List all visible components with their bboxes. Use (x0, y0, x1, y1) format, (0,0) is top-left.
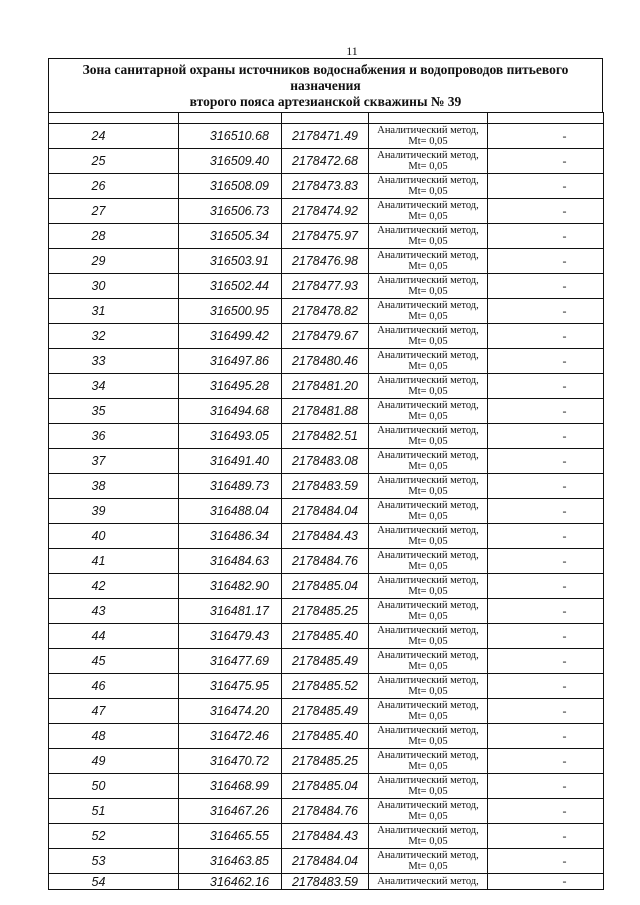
x-coordinate-cell: 316508.09 (179, 174, 282, 199)
y-coordinate-cell: 2178484.76 (282, 549, 369, 574)
note-cell: - (488, 274, 604, 299)
point-number-cell: 24 (49, 124, 179, 149)
method-accuracy: Mt= 0,05 (408, 561, 448, 572)
method-name: Аналитический метод, (377, 350, 479, 361)
method-accuracy: Mt= 0,05 (408, 661, 448, 672)
x-coordinate-cell: 316463.85 (179, 849, 282, 874)
table-row (49, 699, 604, 724)
x-coordinate-cell: 316479.43 (179, 624, 282, 649)
x-coordinate-cell: 316503.91 (179, 249, 282, 274)
method-name: Аналитический метод, (377, 325, 479, 336)
y-coordinate-cell: 2178471.49 (282, 124, 369, 149)
method-accuracy: Mt= 0,05 (408, 786, 448, 797)
x-coordinate-cell: 316510.68 (179, 124, 282, 149)
method-accuracy: Mt= 0,05 (408, 461, 448, 472)
note-cell: - (488, 249, 604, 274)
x-coordinate-cell: 316493.05 (179, 424, 282, 449)
note-cell: - (488, 199, 604, 224)
point-number-cell: 44 (49, 624, 179, 649)
method-accuracy: Mt= 0,05 (408, 236, 448, 247)
note-cell: - (488, 499, 604, 524)
method-cell (369, 799, 488, 824)
method-accuracy: Mt= 0,05 (408, 261, 448, 272)
y-coordinate-cell: 2178484.04 (282, 499, 369, 524)
note-cell: - (488, 649, 604, 674)
table-row (49, 249, 604, 274)
method-accuracy: Mt= 0,05 (408, 136, 448, 147)
point-number-cell: 47 (49, 699, 179, 724)
x-coordinate-cell: 316509.40 (179, 149, 282, 174)
method-cell (369, 874, 488, 890)
y-coordinate-cell: 2178473.83 (282, 174, 369, 199)
method-cell (369, 499, 488, 524)
x-coordinate-cell: 316486.34 (179, 524, 282, 549)
table-row (49, 799, 604, 824)
method-name: Аналитический метод, (377, 625, 479, 636)
spacer-cell (49, 113, 179, 124)
method-cell (369, 549, 488, 574)
point-number-cell: 28 (49, 224, 179, 249)
table-row (49, 374, 604, 399)
note-cell: - (488, 324, 604, 349)
table-row (49, 274, 604, 299)
point-number-cell: 40 (49, 524, 179, 549)
point-number-cell: 54 (49, 874, 179, 890)
x-coordinate-cell: 316500.95 (179, 299, 282, 324)
method-name: Аналитический метод, (377, 275, 479, 286)
note-cell: - (488, 124, 604, 149)
point-number-cell: 37 (49, 449, 179, 474)
method-accuracy: Mt= 0,05 (408, 736, 448, 747)
note-cell: - (488, 449, 604, 474)
point-number-cell: 43 (49, 599, 179, 624)
point-number-cell: 52 (49, 824, 179, 849)
y-coordinate-cell: 2178485.04 (282, 774, 369, 799)
y-coordinate-cell: 2178484.04 (282, 849, 369, 874)
table-title (48, 58, 603, 112)
table-row (49, 824, 604, 849)
method-accuracy: Mt= 0,05 (408, 636, 448, 647)
method-accuracy: Mt= 0,05 (408, 436, 448, 447)
note-cell: - (488, 749, 604, 774)
table-row (49, 624, 604, 649)
x-coordinate-cell: 316506.73 (179, 199, 282, 224)
note-cell: - (488, 549, 604, 574)
x-coordinate-cell: 316472.46 (179, 724, 282, 749)
note-cell: - (488, 774, 604, 799)
method-cell (369, 849, 488, 874)
point-number-cell: 25 (49, 149, 179, 174)
table-spacer-row (49, 113, 604, 124)
method-accuracy: Mt= 0,05 (408, 386, 448, 397)
method-accuracy: Mt= 0,05 (408, 861, 448, 872)
method-name: Аналитический метод, (377, 400, 479, 411)
point-number-cell: 42 (49, 574, 179, 599)
method-name: Аналитический метод, (377, 550, 479, 561)
method-accuracy: Mt= 0,05 (408, 161, 448, 172)
method-name: Аналитический метод, (377, 125, 479, 136)
table-row (49, 224, 604, 249)
coordinates-table (48, 112, 604, 890)
y-coordinate-cell: 2178483.08 (282, 449, 369, 474)
method-name: Аналитический метод, (377, 525, 479, 536)
point-number-cell: 32 (49, 324, 179, 349)
method-accuracy: Mt= 0,05 (408, 286, 448, 297)
x-coordinate-cell: 316505.34 (179, 224, 282, 249)
method-accuracy: Mt= 0,05 (408, 336, 448, 347)
point-number-cell: 49 (49, 749, 179, 774)
method-name: Аналитический метод, (377, 725, 479, 736)
y-coordinate-cell: 2178475.97 (282, 224, 369, 249)
method-name: Аналитический метод, (377, 425, 479, 436)
method-accuracy: Mt= 0,05 (408, 411, 448, 422)
point-number-cell: 36 (49, 424, 179, 449)
spacer-cell (179, 113, 282, 124)
method-accuracy: Mt= 0,05 (408, 611, 448, 622)
method-cell (369, 599, 488, 624)
point-number-cell: 38 (49, 474, 179, 499)
method-cell (369, 424, 488, 449)
point-number-cell: 45 (49, 649, 179, 674)
method-cell (369, 174, 488, 199)
method-cell (369, 449, 488, 474)
method-cell (369, 274, 488, 299)
x-coordinate-cell: 316465.55 (179, 824, 282, 849)
note-cell: - (488, 874, 604, 890)
method-name: Аналитический метод, (377, 800, 479, 811)
method-name: Аналитический метод, (377, 225, 479, 236)
spacer-cell (369, 113, 488, 124)
table-row (49, 649, 604, 674)
table-row (49, 549, 604, 574)
method-name: Аналитический метод, (377, 750, 479, 761)
coordinates-table-body (49, 113, 604, 890)
note-cell: - (488, 174, 604, 199)
method-cell (369, 524, 488, 549)
point-number-cell: 51 (49, 799, 179, 824)
method-cell (369, 624, 488, 649)
method-name: Аналитический метод, (377, 250, 479, 261)
y-coordinate-cell: 2178472.68 (282, 149, 369, 174)
method-cell (369, 574, 488, 599)
method-accuracy: Mt= 0,05 (408, 211, 448, 222)
x-coordinate-cell: 316477.69 (179, 649, 282, 674)
x-coordinate-cell: 316497.86 (179, 349, 282, 374)
y-coordinate-cell: 2178480.46 (282, 349, 369, 374)
method-cell (369, 124, 488, 149)
method-name: Аналитический метод, (377, 825, 479, 836)
point-number-cell: 50 (49, 774, 179, 799)
note-cell: - (488, 349, 604, 374)
x-coordinate-cell: 316499.42 (179, 324, 282, 349)
note-cell: - (488, 524, 604, 549)
y-coordinate-cell: 2178481.20 (282, 374, 369, 399)
method-name: Аналитический метод, (377, 300, 479, 311)
x-coordinate-cell: 316484.63 (179, 549, 282, 574)
table-row (49, 174, 604, 199)
table-row (49, 124, 604, 149)
y-coordinate-cell: 2178485.52 (282, 674, 369, 699)
x-coordinate-cell: 316502.44 (179, 274, 282, 299)
note-cell: - (488, 374, 604, 399)
x-coordinate-cell: 316475.95 (179, 674, 282, 699)
note-cell: - (488, 624, 604, 649)
point-number-cell: 27 (49, 199, 179, 224)
point-number-cell: 46 (49, 674, 179, 699)
y-coordinate-cell: 2178481.88 (282, 399, 369, 424)
title-line-2: второго пояса артезианской скважины № 39 (189, 94, 462, 109)
y-coordinate-cell: 2178484.76 (282, 799, 369, 824)
page-number: 11 (346, 44, 358, 58)
method-name: Аналитический метод, (377, 700, 479, 711)
table-row (49, 524, 604, 549)
method-accuracy: Mt= 0,05 (408, 761, 448, 772)
method-cell (369, 199, 488, 224)
method-accuracy: Mt= 0,05 (408, 836, 448, 847)
method-name: Аналитический метод, (377, 775, 479, 786)
x-coordinate-cell: 316481.17 (179, 599, 282, 624)
method-accuracy: Mt= 0,05 (408, 686, 448, 697)
x-coordinate-cell: 316467.26 (179, 799, 282, 824)
y-coordinate-cell: 2178483.59 (282, 874, 369, 890)
y-coordinate-cell: 2178483.59 (282, 474, 369, 499)
table-row (49, 474, 604, 499)
table-row (49, 199, 604, 224)
method-cell (369, 824, 488, 849)
table-row (49, 574, 604, 599)
point-number-cell: 31 (49, 299, 179, 324)
note-cell: - (488, 399, 604, 424)
note-cell: - (488, 299, 604, 324)
method-name: Аналитический метод, (377, 675, 479, 686)
table-row (49, 749, 604, 774)
y-coordinate-cell: 2178478.82 (282, 299, 369, 324)
y-coordinate-cell: 2178485.49 (282, 699, 369, 724)
x-coordinate-cell: 316495.28 (179, 374, 282, 399)
point-number-cell: 39 (49, 499, 179, 524)
method-cell (369, 724, 488, 749)
method-name: Аналитический метод, (377, 575, 479, 586)
x-coordinate-cell: 316470.72 (179, 749, 282, 774)
y-coordinate-cell: 2178482.51 (282, 424, 369, 449)
table-row (49, 499, 604, 524)
note-cell: - (488, 849, 604, 874)
x-coordinate-cell: 316488.04 (179, 499, 282, 524)
table-row (49, 349, 604, 374)
method-name: Аналитический метод, (377, 175, 479, 186)
note-cell: - (488, 799, 604, 824)
note-cell: - (488, 474, 604, 499)
table-row (49, 149, 604, 174)
x-coordinate-cell: 316494.68 (179, 399, 282, 424)
y-coordinate-cell: 2178484.43 (282, 524, 369, 549)
y-coordinate-cell: 2178479.67 (282, 324, 369, 349)
table-row (49, 299, 604, 324)
note-cell: - (488, 424, 604, 449)
method-cell (369, 474, 488, 499)
table-row (49, 599, 604, 624)
method-accuracy: Mt= 0,05 (408, 811, 448, 822)
method-name: Аналитический метод, (377, 850, 479, 861)
method-cell (369, 674, 488, 699)
method-accuracy: Mt= 0,05 (408, 711, 448, 722)
note-cell: - (488, 724, 604, 749)
table-row (49, 449, 604, 474)
table-row (49, 324, 604, 349)
method-cell (369, 749, 488, 774)
method-accuracy: Mt= 0,05 (408, 586, 448, 597)
x-coordinate-cell: 316474.20 (179, 699, 282, 724)
method-name: Аналитический метод, (377, 375, 479, 386)
method-name: Аналитический метод, (377, 150, 479, 161)
table-row (49, 424, 604, 449)
spacer-cell (282, 113, 369, 124)
document-sheet (48, 58, 603, 890)
note-cell: - (488, 824, 604, 849)
table-row (49, 874, 604, 890)
x-coordinate-cell: 316462.16 (179, 874, 282, 890)
point-number-cell: 29 (49, 249, 179, 274)
note-cell: - (488, 674, 604, 699)
x-coordinate-cell: 316489.73 (179, 474, 282, 499)
y-coordinate-cell: 2178485.04 (282, 574, 369, 599)
method-cell (369, 249, 488, 274)
x-coordinate-cell: 316491.40 (179, 449, 282, 474)
title-line-1: Зона санитарной охраны источников водоснабжения и водопроводов питьевого назначения (82, 62, 569, 93)
table-row (49, 774, 604, 799)
method-cell (369, 374, 488, 399)
y-coordinate-cell: 2178485.40 (282, 724, 369, 749)
method-cell (369, 224, 488, 249)
point-number-cell: 33 (49, 349, 179, 374)
y-coordinate-cell: 2178485.40 (282, 624, 369, 649)
method-cell (369, 299, 488, 324)
table-row (49, 674, 604, 699)
method-name: Аналитический метод, (377, 876, 479, 887)
spacer-cell (488, 113, 604, 124)
method-cell (369, 349, 488, 374)
method-accuracy: Mt= 0,05 (408, 361, 448, 372)
note-cell: - (488, 574, 604, 599)
y-coordinate-cell: 2178485.49 (282, 649, 369, 674)
point-number-cell: 34 (49, 374, 179, 399)
method-cell (369, 399, 488, 424)
y-coordinate-cell: 2178477.93 (282, 274, 369, 299)
note-cell: - (488, 149, 604, 174)
point-number-cell: 30 (49, 274, 179, 299)
note-cell: - (488, 599, 604, 624)
method-accuracy: Mt= 0,05 (408, 186, 448, 197)
note-cell: - (488, 224, 604, 249)
point-number-cell: 53 (49, 849, 179, 874)
method-name: Аналитический метод, (377, 600, 479, 611)
y-coordinate-cell: 2178485.25 (282, 749, 369, 774)
table-row (49, 399, 604, 424)
x-coordinate-cell: 316482.90 (179, 574, 282, 599)
point-number-cell: 26 (49, 174, 179, 199)
method-cell (369, 149, 488, 174)
y-coordinate-cell: 2178476.98 (282, 249, 369, 274)
method-cell (369, 774, 488, 799)
method-name: Аналитический метод, (377, 450, 479, 461)
method-name: Аналитический метод, (377, 200, 479, 211)
method-name: Аналитический метод, (377, 500, 479, 511)
y-coordinate-cell: 2178484.43 (282, 824, 369, 849)
method-accuracy: Mt= 0,05 (408, 536, 448, 547)
y-coordinate-cell: 2178485.25 (282, 599, 369, 624)
method-cell (369, 649, 488, 674)
y-coordinate-cell: 2178474.92 (282, 199, 369, 224)
method-name: Аналитический метод, (377, 650, 479, 661)
method-cell (369, 699, 488, 724)
method-cell (369, 324, 488, 349)
method-accuracy: Mt= 0,05 (408, 486, 448, 497)
method-accuracy: Mt= 0,05 (408, 511, 448, 522)
method-accuracy: Mt= 0,05 (408, 311, 448, 322)
table-row (49, 849, 604, 874)
method-name: Аналитический метод, (377, 475, 479, 486)
point-number-cell: 41 (49, 549, 179, 574)
point-number-cell: 35 (49, 399, 179, 424)
point-number-cell: 48 (49, 724, 179, 749)
note-cell: - (488, 699, 604, 724)
table-row (49, 724, 604, 749)
x-coordinate-cell: 316468.99 (179, 774, 282, 799)
